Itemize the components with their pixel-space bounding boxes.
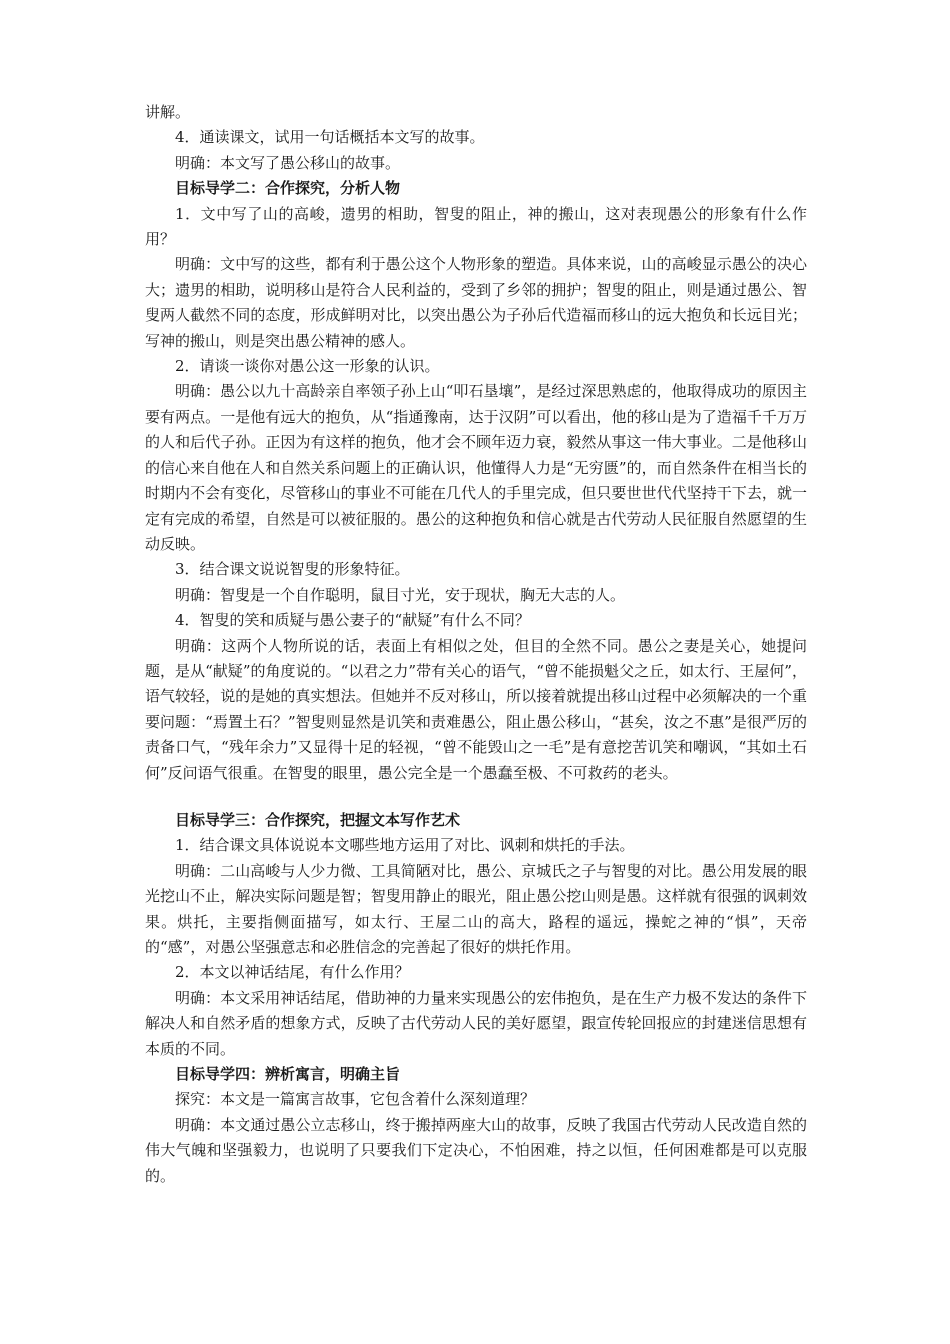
section-heading: 目标导学四：辨析寓言，明确主旨: [175, 1065, 401, 1084]
answer-paragraph: 明确：本文写了愚公移山的故事。: [175, 153, 401, 172]
answer-paragraph: 明确：文中写的这些，都有利于愚公这个人物形象的塑造。具体来说，山的高峻显示愚公的决心大；遗男的相助，说明移山是符合人民利益的，受到了乡邻的拥护；智叟的阻止，则是通过愚公、智叟两人截然不同的态度，形成鲜明对比，以突出愚公为子孙后代造福而移山的远大抱负和长远目光；写神的搬山，则是突出愚公精神的感人。: [145, 255, 807, 350]
section-heading: 目标导学三：合作探究，把握文本写作艺术: [175, 810, 461, 829]
answer-paragraph: 明确：这两个人物所说的话，表面上有相似之处，但目的全然不同。愚公之妻是关心，她提问题，是从“献疑”的角度说的。“以君之力”带有关心的语气，“曾不能损魁父之丘，如太行、王屋何”，语气较轻，说的是她的真实想法。但她并不反对移山，所以接着就提出移山过程中必须解决的一个重要问题：“焉置土石？”智叟则显然是讥笑和责难愚公，阻止愚公移山，“甚矣，汝之不惠”是很严厉的责备口气，“残年余力”又显得十足的轻视，“曾不能毁山之一毛”是有意挖苦讥笑和嘲讽，“其如土石何”反问语气很重。在智叟的眼里，愚公完全是一个愚蠢至极、不可救药的老头。: [145, 636, 807, 782]
section-heading: 目标导学二：合作探究，分析人物: [175, 179, 401, 198]
document-page: [145, 100, 807, 1189]
question-item: 1．文中写了山的高峻，遗男的相助，智叟的阻止，神的搬山，这对表现愚公的形象有什么作用？: [145, 204, 807, 249]
section-spacer: [145, 786, 807, 808]
answer-paragraph: 明确：智叟是一个自作聪明，鼠目寸光，安于现状，胸无大志的人。: [175, 585, 626, 604]
question-item: 2．请谈一谈你对愚公这一形象的认识。: [175, 357, 440, 376]
answer-paragraph: 明确：愚公以九十高龄亲自率领子孙上山“叩石垦壤”，是经过深思熟虑的，他取得成功的原因主要有两点。一是他有远大的抱负，从“指通豫南，达于汉阴”可以看出，他的移山是为了造福千千万万的人和后代子孙。正因为有这样的抱负，他才会不顾年迈力衰，毅然从事这一伟大事业。二是他移山的信心来自他在人和自然关系问题上的正确认识，他懂得人力是“无穷匮”的，而自然条件在相当长的时期内不会有变化，尽管移山的事业不可能在几代人的手里完成，但只要世世代代坚持干下去，就一定有完成的希望，自然是可以被征服的。愚公的这种抱负和信心就是古代劳动人民征服自然愿望的生动反映。: [145, 382, 807, 553]
question-item: 4．通读课文，试用一句话概括本文写的故事。: [175, 128, 485, 147]
question-item: 2．本文以神话结尾，有什么作用？: [175, 963, 410, 982]
question-item: 3．结合课文说说智叟的形象特征。: [175, 560, 410, 579]
question-item: 1．结合课文具体说说本文哪些地方运用了对比、讽刺和烘托的手法。: [175, 836, 635, 855]
question-item: 探究：本文是一篇寓言故事，它包含着什么深刻道理？: [175, 1090, 536, 1109]
answer-paragraph: 明确：二山高峻与人少力微、工具简陋对比，愚公、京城氏之子与智叟的对比。愚公用发展的眼光挖山不止，解决实际问题是智；智叟用静止的眼光，阻止愚公挖山则是愚。这样就有很强的讽刺效果。烘托，主要指侧面描写，如太行、王屋二山的高大，路程的遥远，操蛇之神的“惧”，天帝的“感”，对愚公坚强意志和必胜信念的完善起了很好的烘托作用。: [145, 861, 807, 956]
question-item: 4．智叟的笑和质疑与愚公妻子的“献疑”有什么不同？: [175, 611, 530, 630]
paragraph: 讲解。: [145, 103, 191, 121]
answer-paragraph: 明确：本文通过愚公立志移山，终于搬掉两座大山的故事，反映了我国古代劳动人民改造自然的伟大气魄和坚强毅力，也说明了只要我们下定决心，不怕困难，持之以恒，任何困难都是可以克服的。: [145, 1115, 807, 1185]
answer-paragraph: 明确：本文采用神话结尾，借助神的力量来实现愚公的宏伟抱负，是在生产力极不发达的条件下解决人和自然矛盾的想象方式，反映了古代劳动人民的美好愿望，跟宣传轮回报应的封建迷信思想有本质的不同。: [145, 988, 807, 1058]
